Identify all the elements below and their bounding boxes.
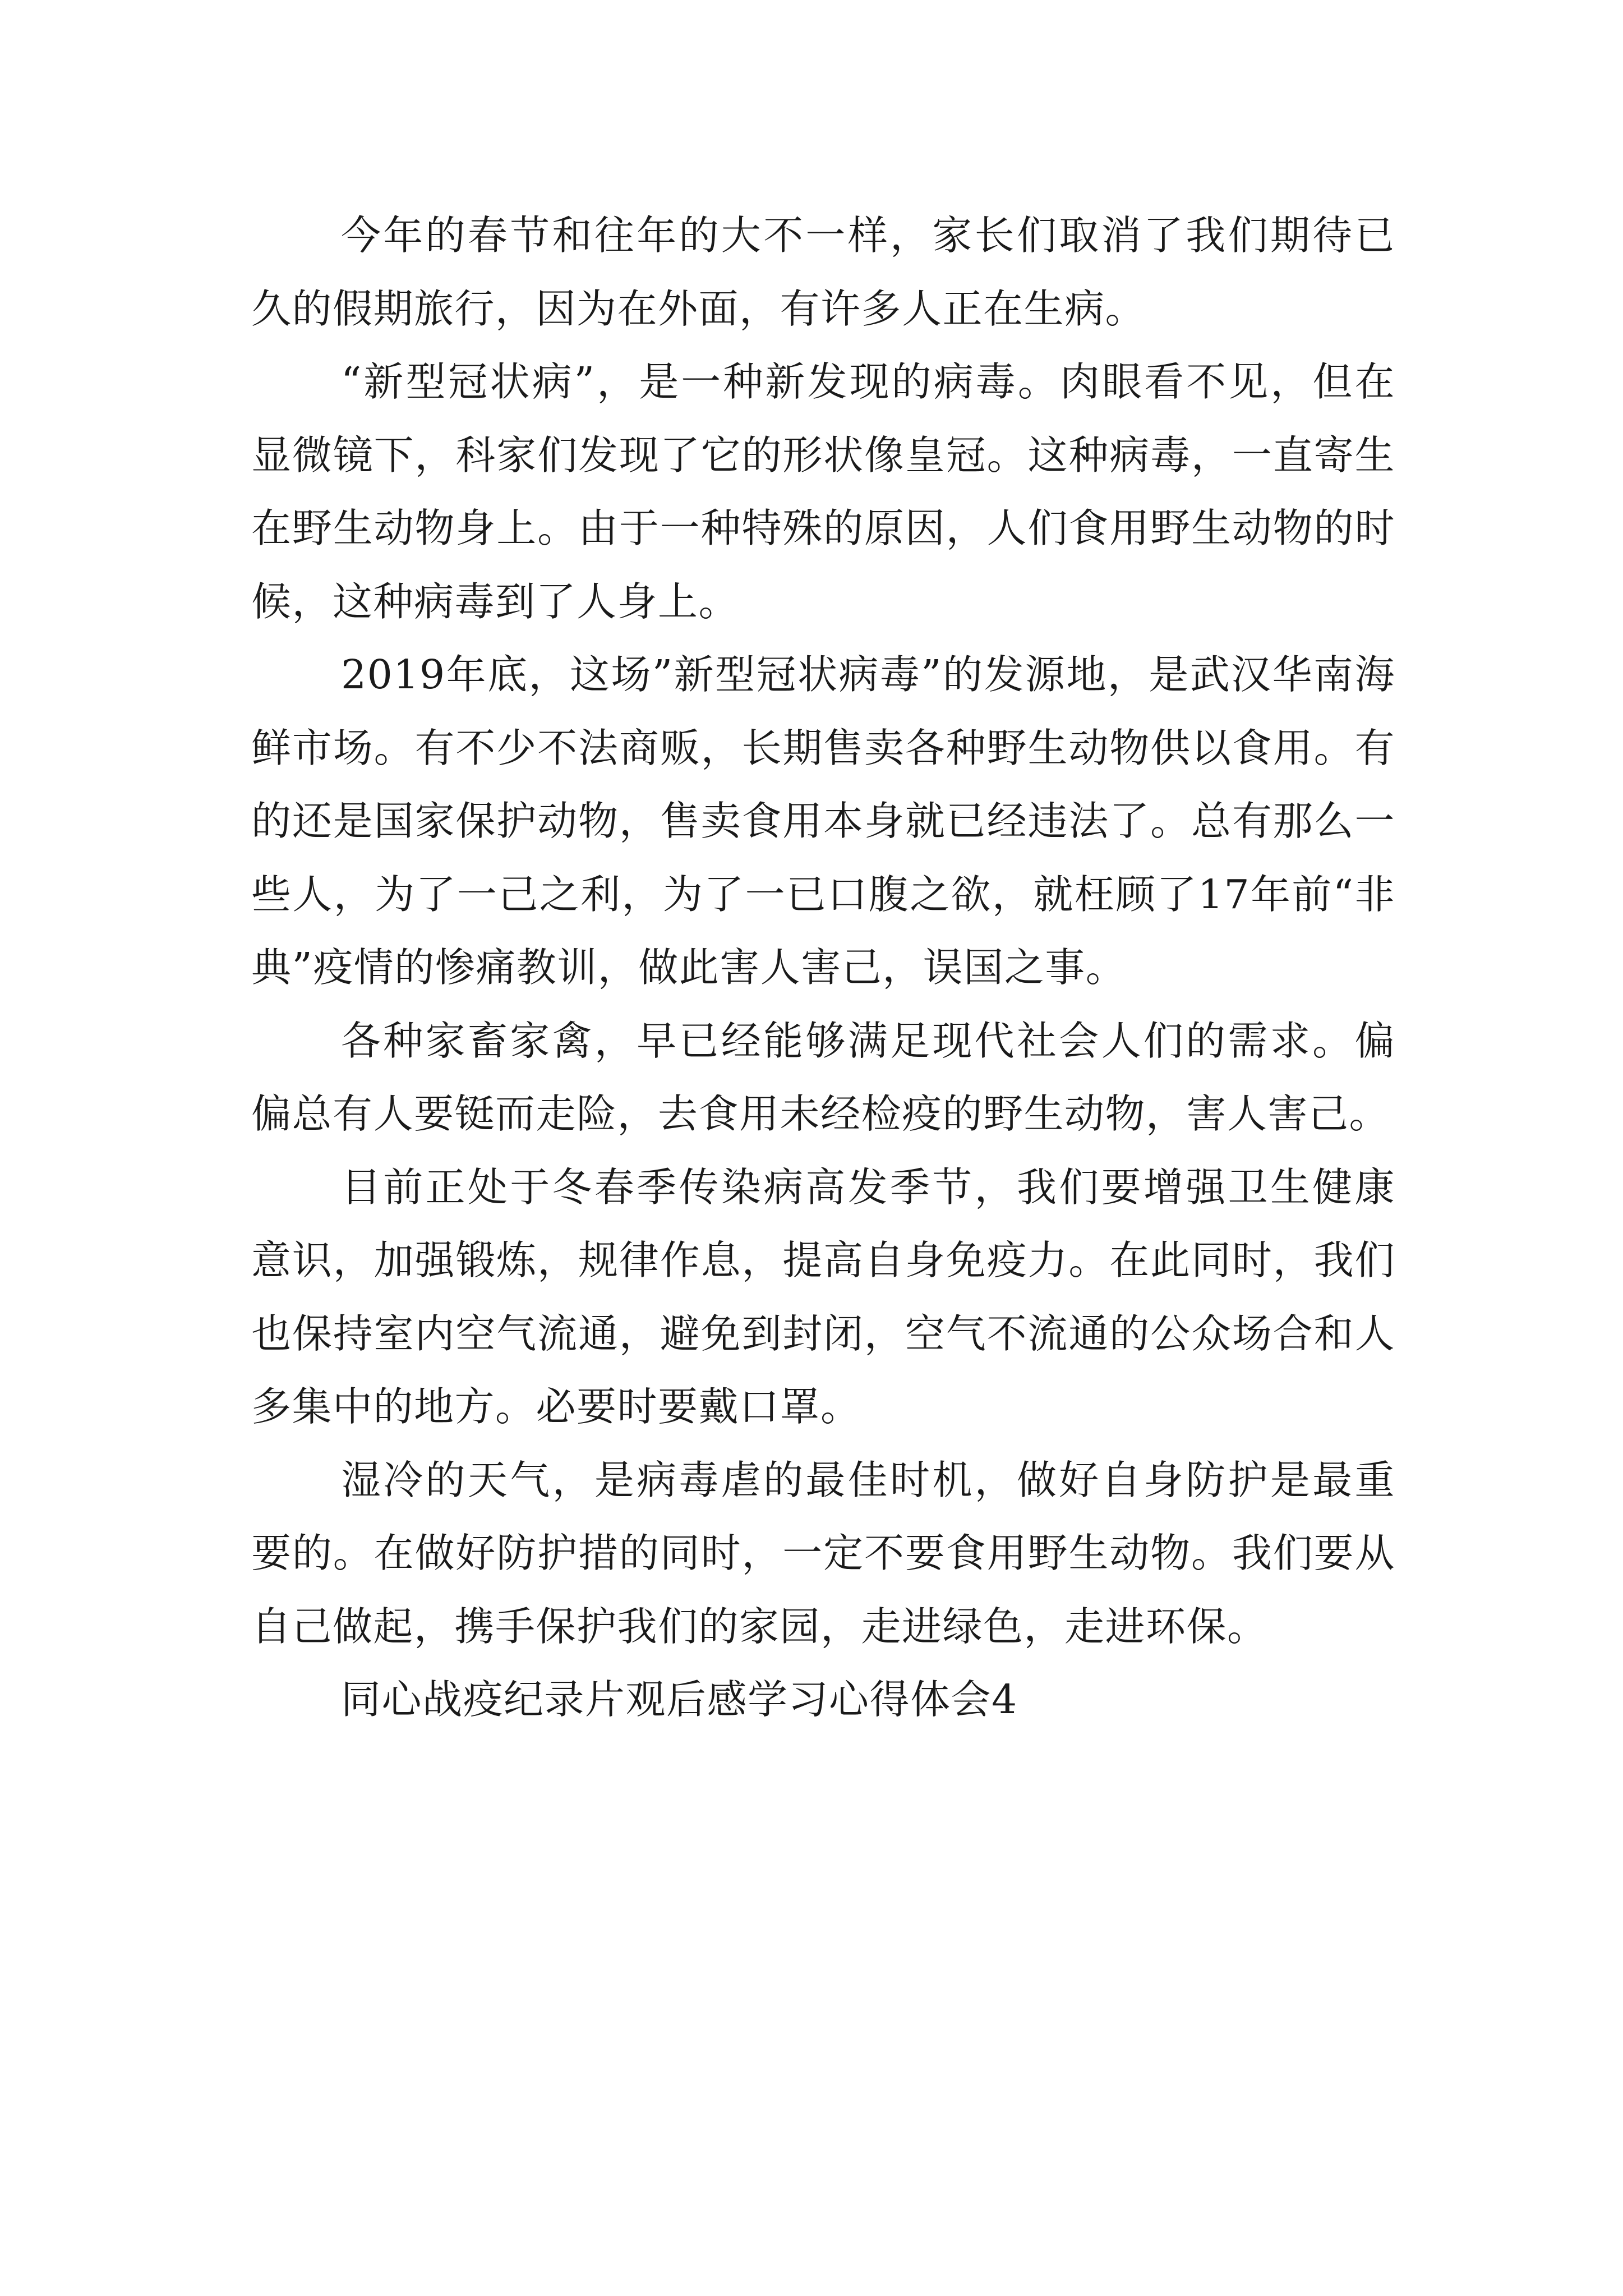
paragraph-2: “新型冠状病”，是一种新发现的病毒。肉眼看不见，但在显微镜下，科家们发现了它的形状像皇冠。这种病毒，一直寄生在野生动物身上。由于一种特殊的原因，人们食用野生动物的时候，这种病毒到了人身上。 — [251, 358, 1395, 625]
section-heading: 同心战疫纪录片观后感学习心得体会4 — [341, 1676, 1018, 1723]
paragraph-6: 湿冷的天气，是病毒虐的最佳时机，做好自身防护是最重要的。在做好防护措的同时，一定不要食用野生动物。我们要从自己做起，携手保护我们的家园，走进绿色，走进环保。 — [251, 1456, 1395, 1650]
paragraph-5: 目前正处于冬春季传染病高发季节，我们要增强卫生健康意识，加强锻炼，规律作息，提高自身免疫力。在此同时，我们也保持室内空气流通，避免到封闭，空气不流通的公众场合和人多集中的地方。必要时要戴口罩。 — [251, 1163, 1395, 1430]
paragraph-1: 今年的春节和往年的大不一样，家长们取消了我们期待已久的假期旅行，因为在外面，有许多人正在生病。 — [251, 212, 1395, 332]
paragraph-3: 2019年底，这场”新型冠状病毒”的发源地，是武汉华南海鲜市场。有不少不法商贩，长期售卖各种野生动物供以食用。有的还是国家保护动物，售卖食用本身就已经违法了。总有那么一些人，为了一己之利，为了一已口腹之欲，就枉顾了17年前“非典”疫情的惨痛教训，做此害人害己，误国之事。 — [251, 651, 1395, 991]
paragraph-4: 各种家畜家禽，早已经能够满足现代社会人们的需求。偏偏总有人要铤而走险，去食用未经检疫的野生动物，害人害己。 — [251, 1017, 1395, 1137]
document-body — [251, 199, 1395, 1737]
